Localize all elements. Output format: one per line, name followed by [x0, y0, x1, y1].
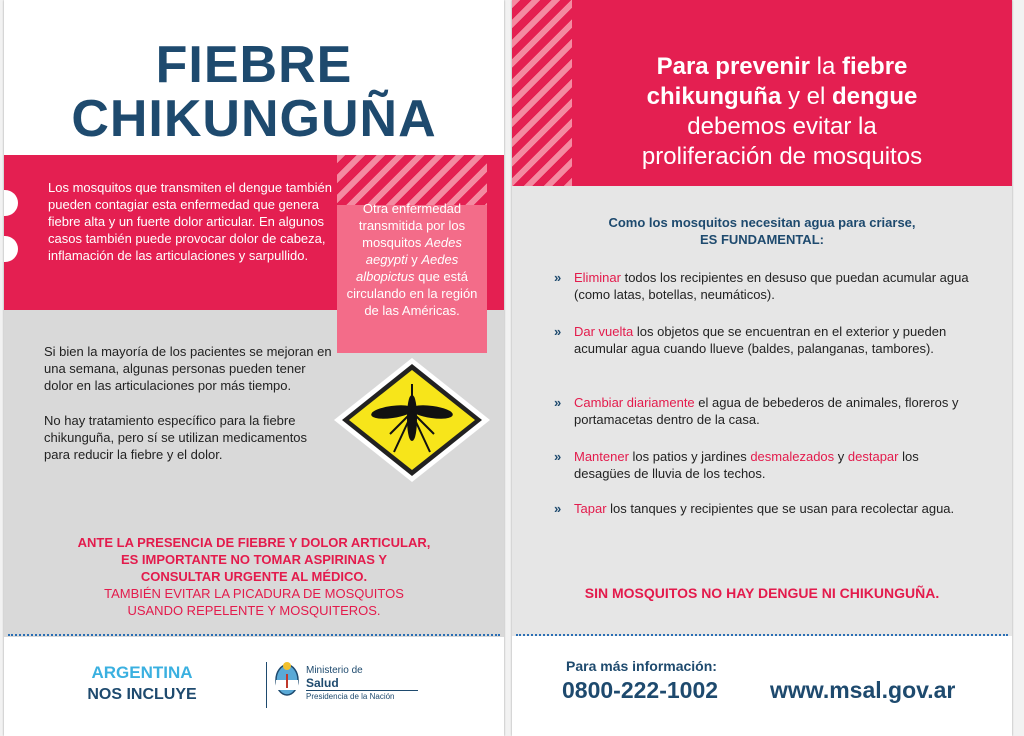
item-highlight: desmalezados: [750, 449, 835, 464]
ribbon-text: [344, 200, 480, 319]
item-highlight: Cambiar diariamente: [574, 395, 695, 410]
more-info-label: Para más información:: [566, 658, 717, 674]
chevron-icon: »: [554, 449, 562, 464]
chevron-icon: »: [554, 270, 562, 285]
ministry-line-2: Salud: [306, 676, 339, 690]
header-bold: dengue: [832, 83, 918, 110]
header-regular: la: [810, 53, 843, 80]
chevron-icon: »: [554, 395, 562, 410]
item-text: los desagües de lluvia de los techos.: [574, 449, 919, 481]
mosquito-warning-icon: [332, 356, 492, 484]
body-paragraph: No hay tratamiento específico para la fiebre chikunguña, pero sí se utilizan medicamentos para reducir la fiebre y el dolor.: [44, 413, 308, 462]
ribbon-text-part: que está circulando en la región de las Américas.: [346, 269, 478, 318]
body-text: [44, 343, 334, 481]
header-title: [592, 52, 972, 172]
header-regular: y el: [781, 83, 832, 110]
intro-text: Los mosquitos que transmiten el dengue también pueden contagiar esta enfermedad que genera fiebre alta y un fuerte dolor articular. En algunos casos también puede provocar dolor de cabeza, inflamación de las articulaciones y sarpullido.: [48, 180, 333, 263]
body-paragraph: Si bien la mayoría de los pacientes se mejoran en una semana, algunas personas pueden tener dolor en las articulaciones por más tiempo.: [44, 344, 332, 393]
alert-line: ES IMPORTANTE NO TOMAR ASPIRINAS Y: [120, 552, 388, 567]
alert-line: USANDO REPELENTE Y MOSQUITEROS.: [127, 603, 381, 618]
header-stripes: [512, 0, 572, 186]
dotted-divider: [8, 634, 500, 636]
item-text: los objetos que se encuentran en el exterior y pueden acumular agua cuando llueve (baldes, palanganas, tambores).: [574, 324, 947, 356]
species-name: Aedes albopictus: [355, 252, 459, 284]
ministry-rule: [306, 690, 418, 691]
website-link[interactable]: www.msal.gov.ar: [770, 677, 956, 703]
item-text: los tanques y recipientes que se usan para recolectar agua.: [606, 501, 955, 516]
alert-line: TAMBIÉN EVITAR LA PICADURA DE MOSQUITOS: [104, 586, 404, 601]
item-text: el agua de bebederos de animales, floreros y portamacetas dentro de la casa.: [574, 395, 959, 427]
leaflet-title: [4, 38, 504, 146]
coat-of-arms-icon: [274, 660, 300, 698]
list-item: [554, 448, 974, 482]
dotted-divider: [516, 634, 1008, 636]
list-item: [554, 500, 974, 517]
header-bold: fiebre: [842, 53, 908, 80]
alert-line: CONSULTAR URGENTE AL MÉDICO.: [140, 569, 368, 584]
header-line-3: debemos evitar la: [687, 113, 877, 140]
chevron-icon: »: [554, 501, 562, 516]
item-highlight: Mantener: [574, 449, 629, 464]
footer-separator: [266, 662, 267, 708]
phone-number[interactable]: 0800-222-1002: [562, 677, 719, 703]
header-line-4: proliferación de mosquitos: [641, 143, 923, 170]
header-bold: chikunguña: [646, 83, 782, 110]
alert-line: ANTE LA PRESENCIA DE FIEBRE Y DOLOR ARTICULAR,: [77, 535, 431, 550]
ribbon-text-part: Otra enfermedad transmitida por los mosquitos: [358, 201, 466, 250]
ribbon-stripes: [337, 155, 487, 205]
species-name: Aedes aegypti: [365, 235, 462, 267]
title-line-2: CHIKUNGUÑA: [71, 90, 437, 148]
ribbon-text-part: y: [407, 252, 422, 267]
item-highlight: destapar: [847, 449, 899, 464]
right-panel: [512, 0, 1012, 736]
closing-slogan: SIN MOSQUITOS NO HAY DENGUE NI CHIKUNGUÑA.: [584, 585, 940, 601]
item-text: y: [834, 449, 848, 464]
chevron-icon: »: [554, 324, 562, 339]
argentina-logo-text: ARGENTINA: [91, 663, 193, 682]
title-line-1: FIEBRE: [155, 36, 353, 94]
list-item: [554, 394, 974, 428]
item-text: todos los recipientes en desuso que puedan acumular agua (como latas, botellas, neumáticos).: [574, 270, 969, 302]
ministry-line-3: Presidencia de la Nación: [306, 692, 395, 701]
item-highlight: Tapar: [574, 501, 607, 516]
subheading-line: ES FUNDAMENTAL:: [700, 232, 824, 247]
header-bold: Para prevenir: [656, 53, 811, 80]
subheading-line: Como los mosquitos necesitan agua para criarse,: [608, 215, 916, 230]
list-item: [554, 323, 974, 357]
item-highlight: Dar vuelta: [574, 324, 634, 339]
item-highlight: Eliminar: [574, 270, 621, 285]
item-text: los patios y jardines: [628, 449, 751, 464]
list-item: [554, 269, 974, 303]
header-line-1: [592, 52, 972, 82]
subheading: [572, 214, 952, 248]
left-panel: [4, 0, 504, 736]
header-line-2: [592, 82, 972, 112]
alert-text: [24, 534, 484, 619]
nos-incluye-text: NOS INCLUYE: [87, 686, 197, 703]
ministry-line-1: Ministerio de: [306, 665, 363, 676]
